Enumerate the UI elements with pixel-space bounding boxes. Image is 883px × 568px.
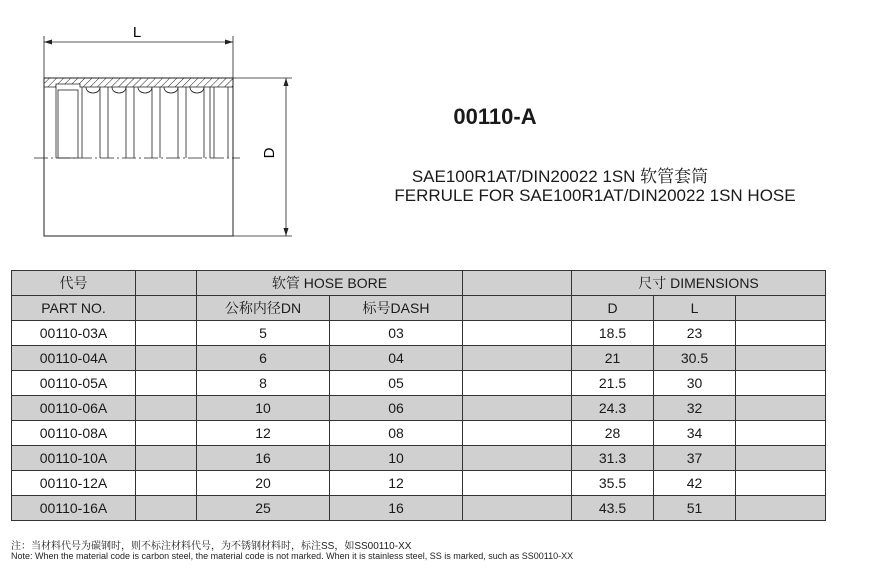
blank-cell bbox=[136, 321, 197, 346]
l-header: L bbox=[654, 296, 736, 321]
dash-cell: 08 bbox=[330, 421, 463, 446]
blank-cell bbox=[736, 371, 826, 396]
part-code-title: 00110-A bbox=[453, 104, 537, 129]
blank-cell bbox=[136, 496, 197, 521]
blank-cell bbox=[463, 396, 572, 421]
blank-cell bbox=[136, 346, 197, 371]
table-row bbox=[12, 446, 826, 471]
blank-cell bbox=[136, 421, 197, 446]
table-row bbox=[12, 346, 826, 371]
dn-cell: 20 bbox=[197, 471, 330, 496]
blank-cell bbox=[463, 421, 572, 446]
part-no-header-en: PART NO. bbox=[12, 296, 136, 321]
l-cell: 30.5 bbox=[654, 346, 736, 371]
subtitle-chinese: SAE100R1AT/DIN20022 1SN 软管套筒 bbox=[411, 167, 709, 186]
note-chinese: 注：当材料代号为碳钢时，则不标注材料代号，为不锈钢材料时，标注SS，如SS00110-XX bbox=[11, 541, 412, 552]
header-row-2 bbox=[12, 296, 826, 321]
blank-cell bbox=[736, 346, 826, 371]
blank-cell bbox=[463, 346, 572, 371]
length-label: L bbox=[132, 24, 142, 41]
dn-cell: 8 bbox=[197, 371, 330, 396]
dn-cell: 6 bbox=[197, 346, 330, 371]
l-cell: 37 bbox=[654, 446, 736, 471]
l-cell: 32 bbox=[654, 396, 736, 421]
header-row-1 bbox=[12, 271, 826, 296]
part-no-cell: 00110-16A bbox=[12, 496, 136, 521]
part-no-cell: 00110-05A bbox=[12, 371, 136, 396]
table-row bbox=[12, 421, 826, 446]
table-row bbox=[12, 496, 826, 521]
length-dimension bbox=[44, 24, 233, 78]
table-row bbox=[12, 371, 826, 396]
dn-cell: 5 bbox=[197, 321, 330, 346]
diameter-dimension bbox=[233, 78, 292, 236]
diameter-label: D bbox=[261, 147, 278, 159]
dash-cell: 16 bbox=[330, 496, 463, 521]
dash-cell: 03 bbox=[330, 321, 463, 346]
l-cell: 51 bbox=[654, 496, 736, 521]
d-cell: 21.5 bbox=[572, 371, 654, 396]
blank-cell bbox=[136, 471, 197, 496]
blank-cell bbox=[736, 471, 826, 496]
part-no-cell: 00110-08A bbox=[12, 421, 136, 446]
dash-cell: 10 bbox=[330, 446, 463, 471]
dash-cell: 06 bbox=[330, 396, 463, 421]
l-cell: 30 bbox=[654, 371, 736, 396]
l-cell: 23 bbox=[654, 321, 736, 346]
dash-cell: 12 bbox=[330, 471, 463, 496]
dn-cell: 25 bbox=[197, 496, 330, 521]
d-cell: 18.5 bbox=[572, 321, 654, 346]
part-no-cell: 00110-04A bbox=[12, 346, 136, 371]
hose-bore-header: 软管 HOSE BORE bbox=[197, 271, 463, 296]
blank-cell bbox=[463, 371, 572, 396]
dash-header: 标号DASH bbox=[330, 296, 463, 321]
blank-cell bbox=[463, 321, 572, 346]
blank-cell bbox=[463, 446, 572, 471]
table-row bbox=[12, 471, 826, 496]
d-header: D bbox=[572, 296, 654, 321]
blank-cell bbox=[736, 446, 826, 471]
d-cell: 28 bbox=[572, 421, 654, 446]
blank-cell bbox=[736, 396, 826, 421]
subtitle-english: FERRULE FOR SAE100R1AT/DIN20022 1SN HOSE bbox=[394, 186, 796, 205]
blank-cell bbox=[463, 471, 572, 496]
ferrule-drawing bbox=[0, 0, 300, 250]
dimensions-table bbox=[11, 270, 826, 521]
d-cell: 43.5 bbox=[572, 496, 654, 521]
blank-cell bbox=[736, 496, 826, 521]
dimensions-header: 尺寸 DIMENSIONS bbox=[572, 271, 826, 296]
part-no-header-cn: 代号 bbox=[12, 271, 136, 296]
l-cell: 42 bbox=[654, 471, 736, 496]
d-cell: 24.3 bbox=[572, 396, 654, 421]
blank-cell bbox=[736, 421, 826, 446]
ferrule-body bbox=[34, 78, 240, 236]
dn-cell: 16 bbox=[197, 446, 330, 471]
table-row bbox=[12, 396, 826, 421]
blank-cell bbox=[463, 496, 572, 521]
dash-cell: 04 bbox=[330, 346, 463, 371]
part-no-cell: 00110-03A bbox=[12, 321, 136, 346]
d-cell: 31.3 bbox=[572, 446, 654, 471]
dash-cell: 05 bbox=[330, 371, 463, 396]
note-english: Note: When the material code is carbon steel, the material code is not marked. When it is stainless steel, SS is marked, such as SS00110-XX bbox=[11, 551, 574, 561]
part-no-cell: 00110-12A bbox=[12, 471, 136, 496]
part-no-cell: 00110-06A bbox=[12, 396, 136, 421]
blank-cell bbox=[136, 371, 197, 396]
l-cell: 34 bbox=[654, 421, 736, 446]
blank-cell bbox=[136, 396, 197, 421]
blank-cell bbox=[136, 446, 197, 471]
d-cell: 35.5 bbox=[572, 471, 654, 496]
dn-cell: 12 bbox=[197, 421, 330, 446]
dn-header: 公称内径DN bbox=[197, 296, 330, 321]
d-cell: 21 bbox=[572, 346, 654, 371]
part-no-cell: 00110-10A bbox=[12, 446, 136, 471]
blank-cell bbox=[736, 321, 826, 346]
dn-cell: 10 bbox=[197, 396, 330, 421]
table-row bbox=[12, 321, 826, 346]
